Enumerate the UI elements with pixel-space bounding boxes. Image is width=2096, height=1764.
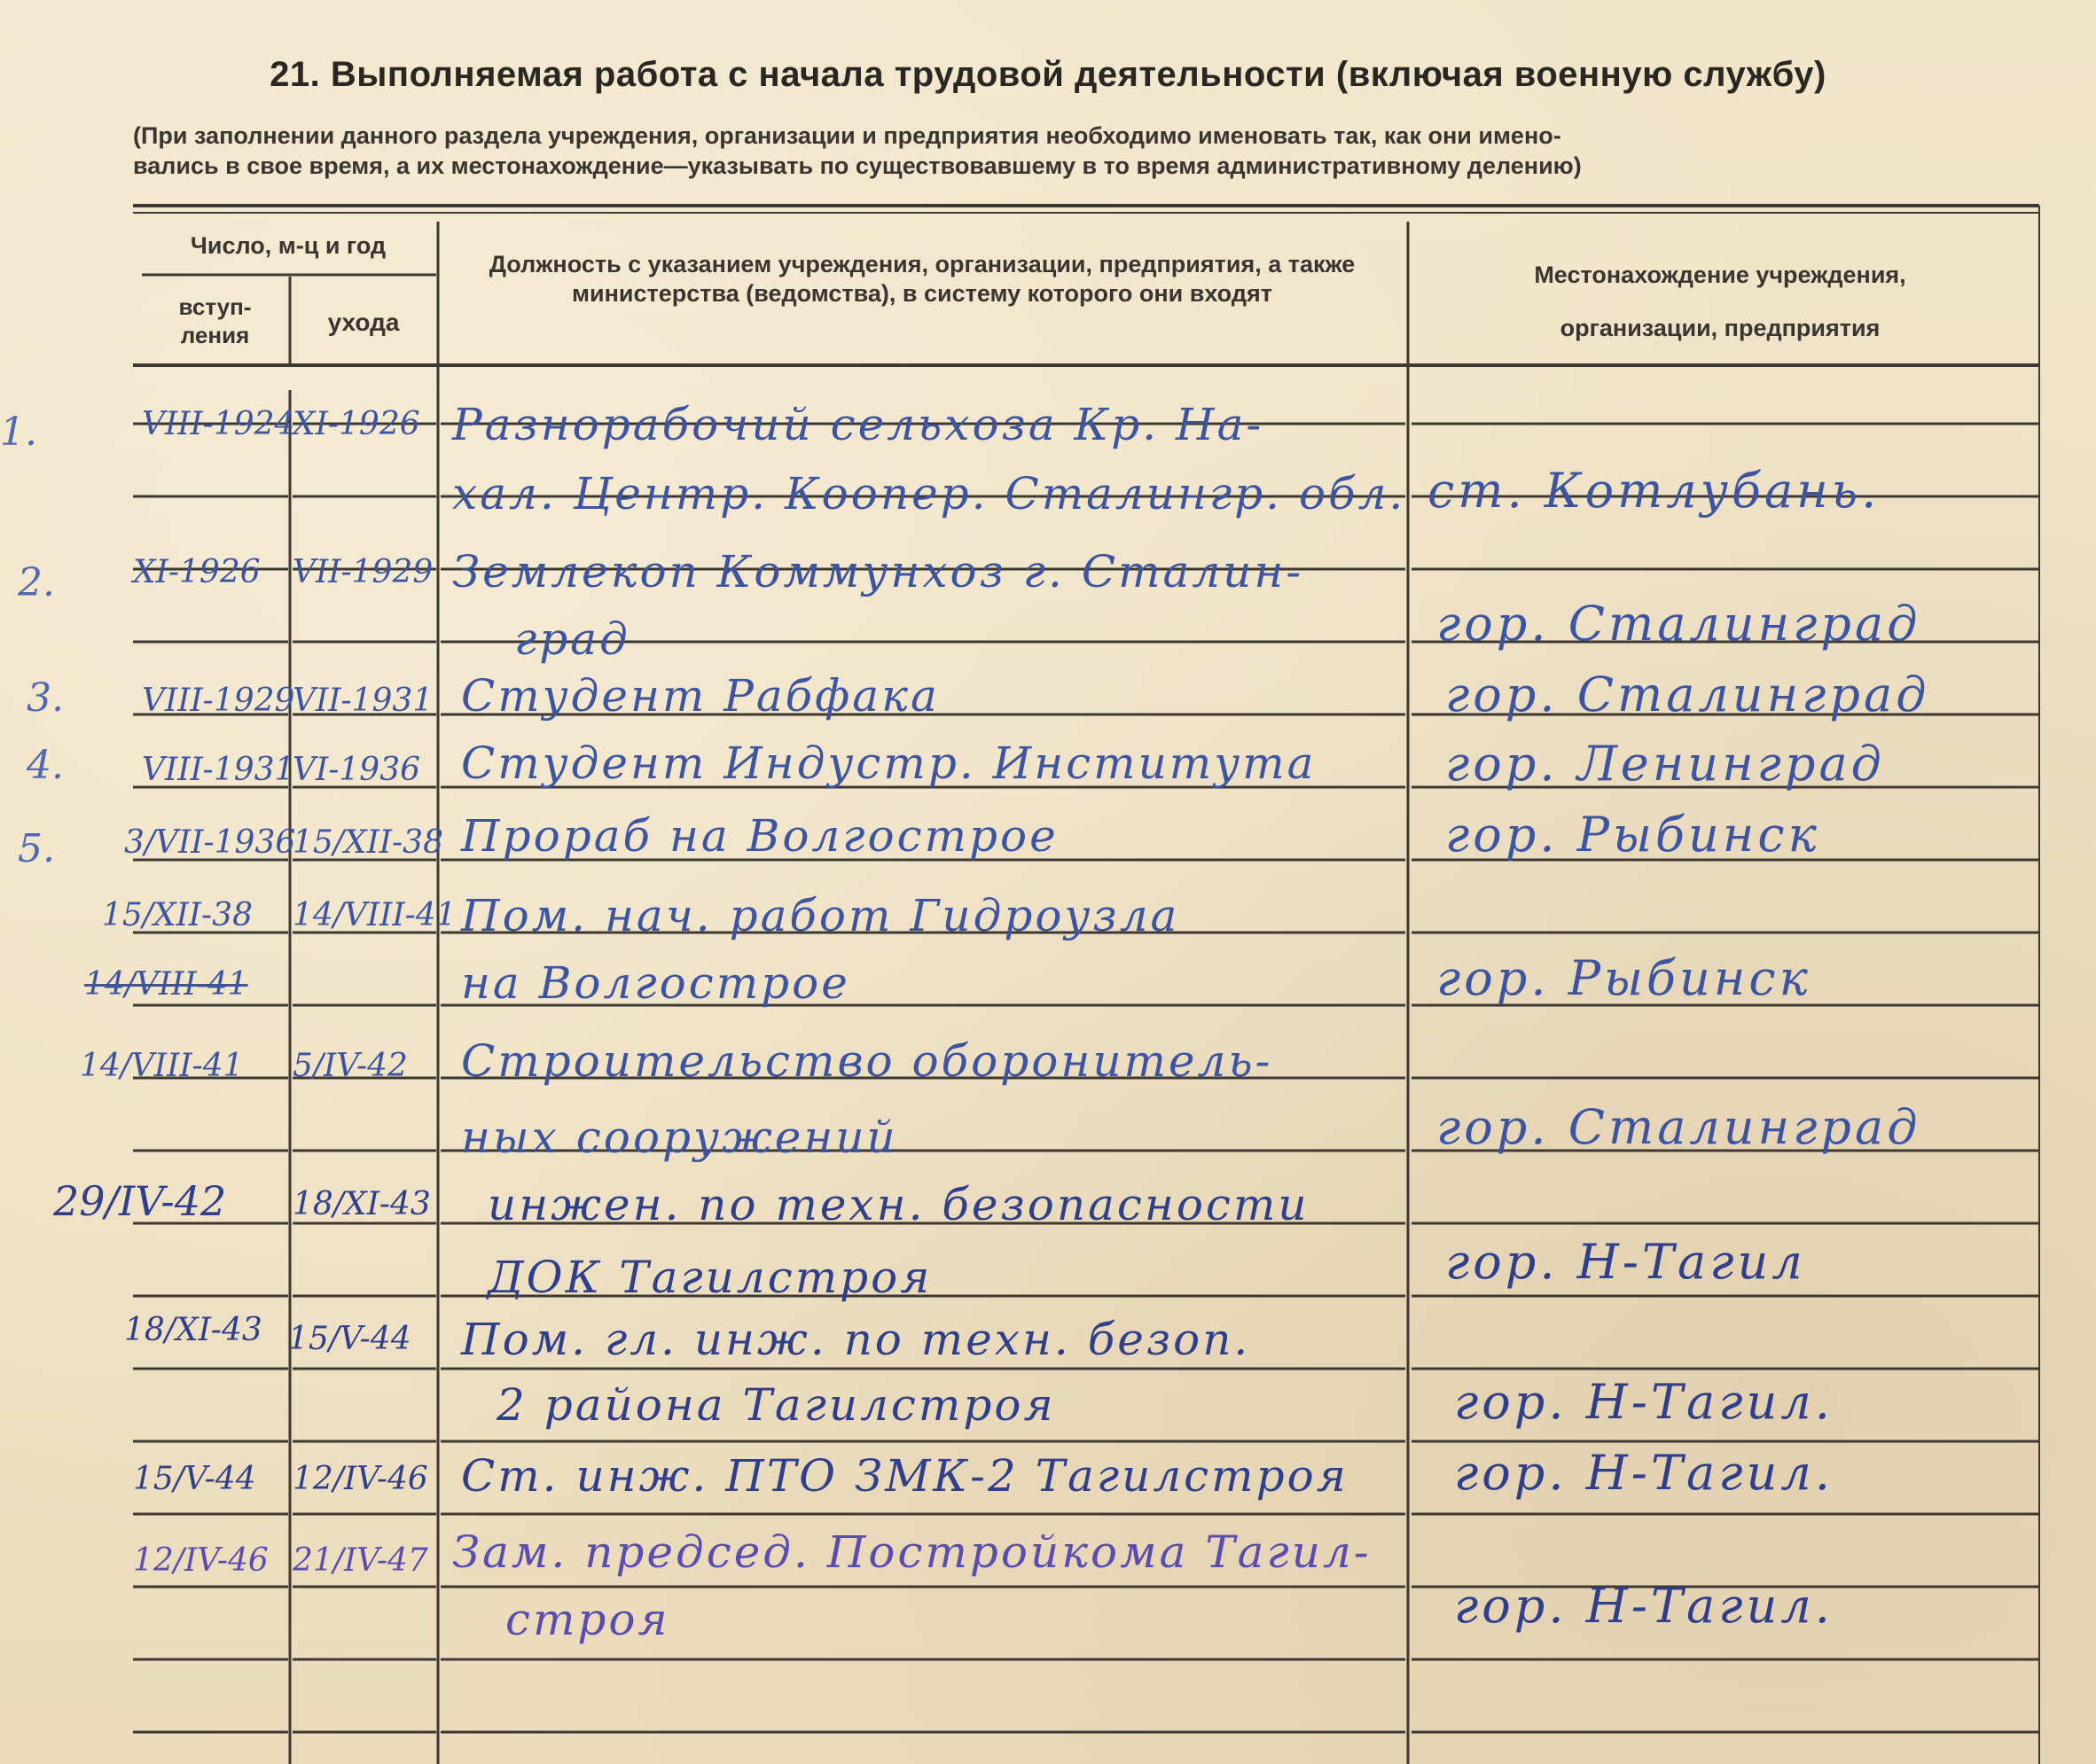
entry-location: гор. Н-Тагил. [1454,1578,1834,1634]
entry-start-date-struck: 14/VIII-41 [84,966,248,1003]
entry-location: гор. Н-Тагил. [1454,1445,1834,1501]
header-exit-date: ухода [327,308,400,336]
entry-position-line: Студент Рабфака [461,670,940,722]
row-number: 1. [0,410,37,455]
entry-start-date: 12/IV-46 [133,1542,269,1579]
entry-start-date: VIII-1929 [142,683,295,719]
entry-start-date: 15/XII-38 [102,897,253,933]
entry-position-line: 2 района Тагилстроя [497,1379,1056,1431]
entry-start-date: VIII-1931 [142,752,295,788]
entry-start-date: 14/VIII-41 [80,1048,244,1084]
entry-start-date: XI-1926 [133,554,261,590]
entry-position-line: ДОК Тагилстроя [488,1252,933,1303]
entry-location: гор. Сталинград [1445,667,1930,722]
entry-position-line: на Волгострое [461,957,850,1009]
instruction-line-1: (При заполнении данного раздела учреждения, организации и предприятия необходимо именовать так, как они имено- [133,122,1561,149]
entry-position-line: строя [505,1594,670,1645]
entry-position-line: инжен. по техн. безопасности [488,1179,1310,1230]
entry-end-date: 14/VIII-41 [293,897,457,933]
entry-location: гор. Сталинград [1436,596,1921,652]
entry-start-date: 15/V-44 [133,1461,256,1497]
entry-position-line: Пом. гл. инж. по техн. безоп. [461,1314,1251,1365]
entry-location: гор. Н-Тагил [1445,1234,1806,1290]
entry-position-line: хал. Центр. Коопер. Сталингр. обл. [452,468,1406,519]
entry-end-date: 5/IV-42 [293,1048,408,1084]
entry-start-date: 29/IV-42 [53,1177,227,1225]
entry-end-date: XI-1926 [293,406,420,442]
entry-location: гор. Ленинград [1445,736,1885,792]
header-date-group: Число, м-ц и год [190,232,387,259]
entry-end-date: VI-1936 [293,752,420,788]
row-number: 5. [18,826,55,871]
entry-position-line: Зам. председ. Постройкома Тагил- [452,1526,1372,1578]
entry-end-date: VII-1931 [293,683,434,719]
entry-end-date: VII-1929 [293,554,434,590]
entry-start-date: 18/XI-43 [124,1312,262,1348]
instruction-line-2: вались в свое время, а их местонахождение—указывать по существовавшему в то время административному делению) [133,152,1582,179]
entry-position-line: Землекоп Коммунхоз г. Сталин- [452,546,1304,597]
entry-location: ст. Котлубань. [1427,463,1881,519]
row-number: 2. [18,560,55,605]
entry-end-date: 21/IV-47 [293,1542,428,1579]
entry-position-line: Пом. нач. работ Гидроузла [461,890,1180,941]
row-number: 4. [27,743,64,788]
header-entry-date: вступ- ления [178,293,252,348]
row-number: 3. [27,675,64,721]
entry-start-date: VIII-1924 [142,406,295,442]
section-title: 21. Выполняемая работа с начала трудовой деятельности (включая военную службу) [270,55,1826,94]
entry-position-line: Прораб на Волгострое [461,810,1059,862]
header-position: Должность с указанием учреждения, организации, предприятия, а также министерства (ведомства), в систему которого они входят [489,251,1356,307]
entry-location: гор. Сталинград [1436,1099,1921,1155]
entry-end-date: 15/V-44 [288,1321,411,1357]
entry-location: гор. Рыбинск [1445,807,1820,862]
entry-end-date: 12/IV-46 [293,1461,428,1497]
entry-location: гор. Рыбинск [1436,950,1811,1006]
entry-location: гор. Н-Тагил. [1454,1374,1834,1430]
header-location: Местонахождение учреждения, организации, предприятия [1534,261,1906,341]
entry-position-line: Студент Индустр. Института [461,738,1317,789]
entry-end-date: 15/XII-38 [293,824,443,861]
entry-position-line: Разнорабочий сельхоза Кр. На- [452,399,1264,450]
entry-end-date: 18/XI-43 [293,1186,431,1222]
entry-position-line: Строительство оборонитель- [461,1035,1273,1087]
entry-position-line: град [514,613,630,665]
entry-position-line: Ст. инж. ПТО ЗМК-2 Тагилстроя [461,1450,1349,1502]
entry-start-date: 3/VII-1936 [124,824,296,861]
instruction-note [133,121,2030,181]
entry-position-line: ных сооружений [461,1112,898,1163]
